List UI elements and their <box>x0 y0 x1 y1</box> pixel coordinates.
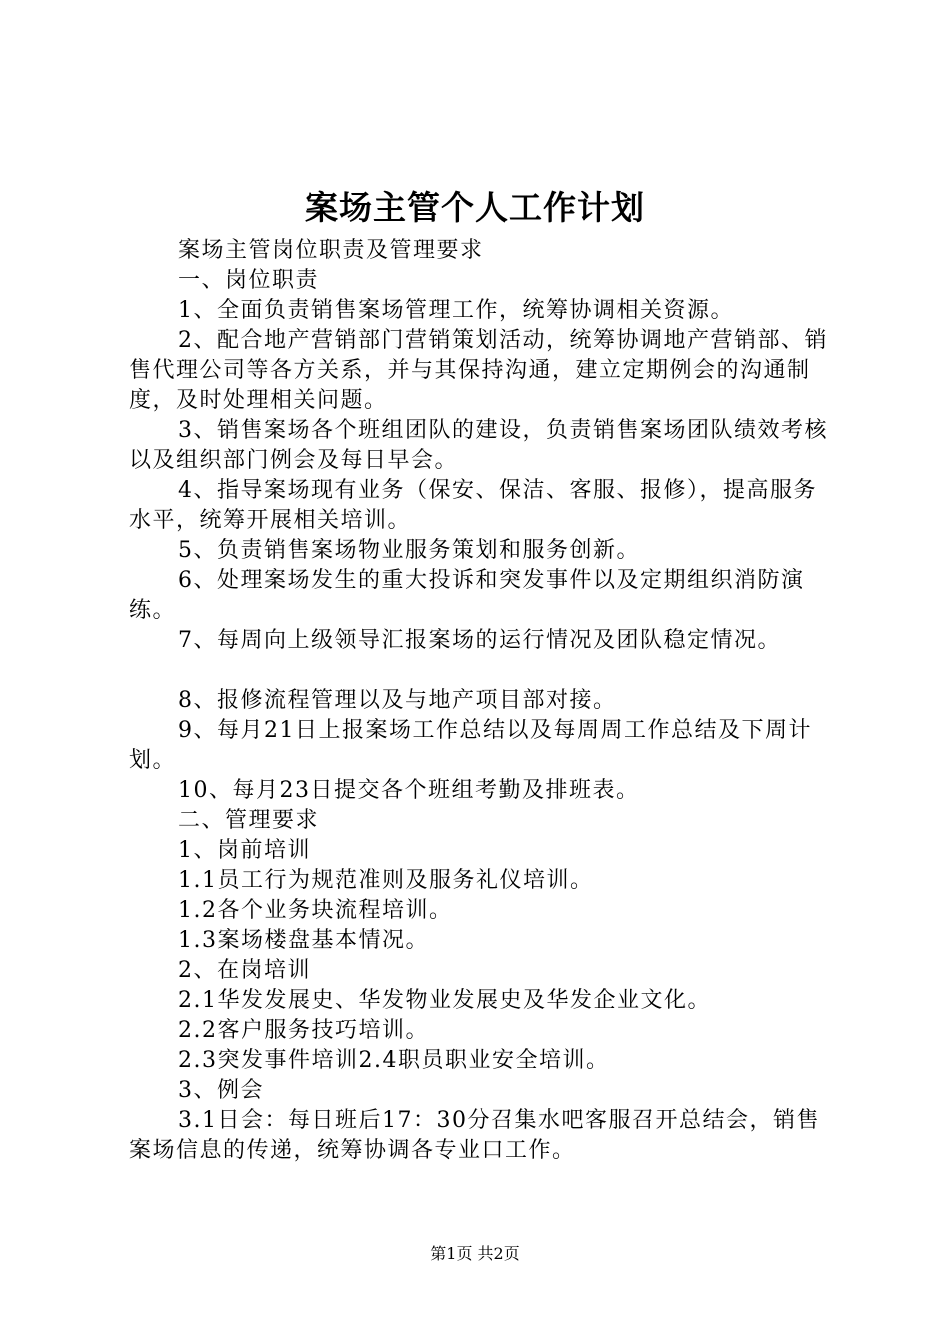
paragraph-item-2-1: 2.1华发发展史、华发物业发展史及华发企业文化。 <box>178 988 711 1013</box>
paragraph-duty-4: 4、指导案场现有业务（保安、保洁、客服、报修），提高服务水平，统筹开展相关培训。 <box>129 478 817 533</box>
subheading-meetings: 3、例会 <box>178 1078 264 1103</box>
section-heading-duties: 一、岗位职责 <box>178 268 320 293</box>
paragraph-subtitle: 案场主管岗位职责及管理要求 <box>178 238 484 263</box>
paragraph-duty-9: 9、每月21日上报案场工作总结以及每周周工作总结及下周计划。 <box>129 718 812 773</box>
paragraph-item-2-2: 2.2客户服务技巧培训。 <box>178 1018 429 1043</box>
paragraph-item-1-2: 1.2各个业务块流程培训。 <box>178 898 453 923</box>
subheading-on-job-training: 2、在岗培训 <box>178 958 311 983</box>
paragraph-duty-6: 6、处理案场发生的重大投诉和突发事件以及定期组织消防演练。 <box>129 568 805 623</box>
paragraph-item-2-3: 2.3突发事件培训2.4职员职业安全培训。 <box>178 1048 610 1073</box>
page-number-footer: 第1页 共2页 <box>430 1244 520 1263</box>
section-heading-management: 二、管理要求 <box>178 808 320 833</box>
document-title: 案场主管个人工作计划 <box>305 188 645 227</box>
paragraph-item-3-1: 3.1日会：每日班后17：30分召集水吧客服召开总结会，销售案场信息的传递，统筹协调各专业口工作。 <box>129 1108 820 1163</box>
paragraph-duty-3: 3、销售案场各个班组团队的建设，负责销售案场团队绩效考核以及组织部门例会及每日早会。 <box>129 418 828 473</box>
paragraph-duty-5: 5、负责销售案场物业服务策划和服务创新。 <box>178 538 640 563</box>
subheading-pre-job-training: 1、岗前培训 <box>178 838 311 863</box>
paragraph-duty-2: 2、配合地产营销部门营销策划活动，统筹协调地产营销部、销售代理公司等各方关系，并与其保持沟通，建立定期例会的沟通制度，及时处理相关问题。 <box>129 328 828 413</box>
paragraph-duty-1: 1、全面负责销售案场管理工作，统筹协调相关资源。 <box>178 298 734 323</box>
paragraph-duty-7: 7、每周向上级领导汇报案场的运行情况及团队稳定情况。 <box>178 628 781 653</box>
document-body <box>129 236 829 1166</box>
paragraph-duty-10: 10、每月23日提交各个班组考勤及排班表。 <box>178 778 640 803</box>
paragraph-item-1-3: 1.3案场楼盘基本情况。 <box>178 928 429 953</box>
paragraph-item-1-1: 1.1员工行为规范准则及服务礼仪培训。 <box>178 868 594 893</box>
paragraph-duty-8: 8、报修流程管理以及与地产项目部对接。 <box>178 688 617 713</box>
